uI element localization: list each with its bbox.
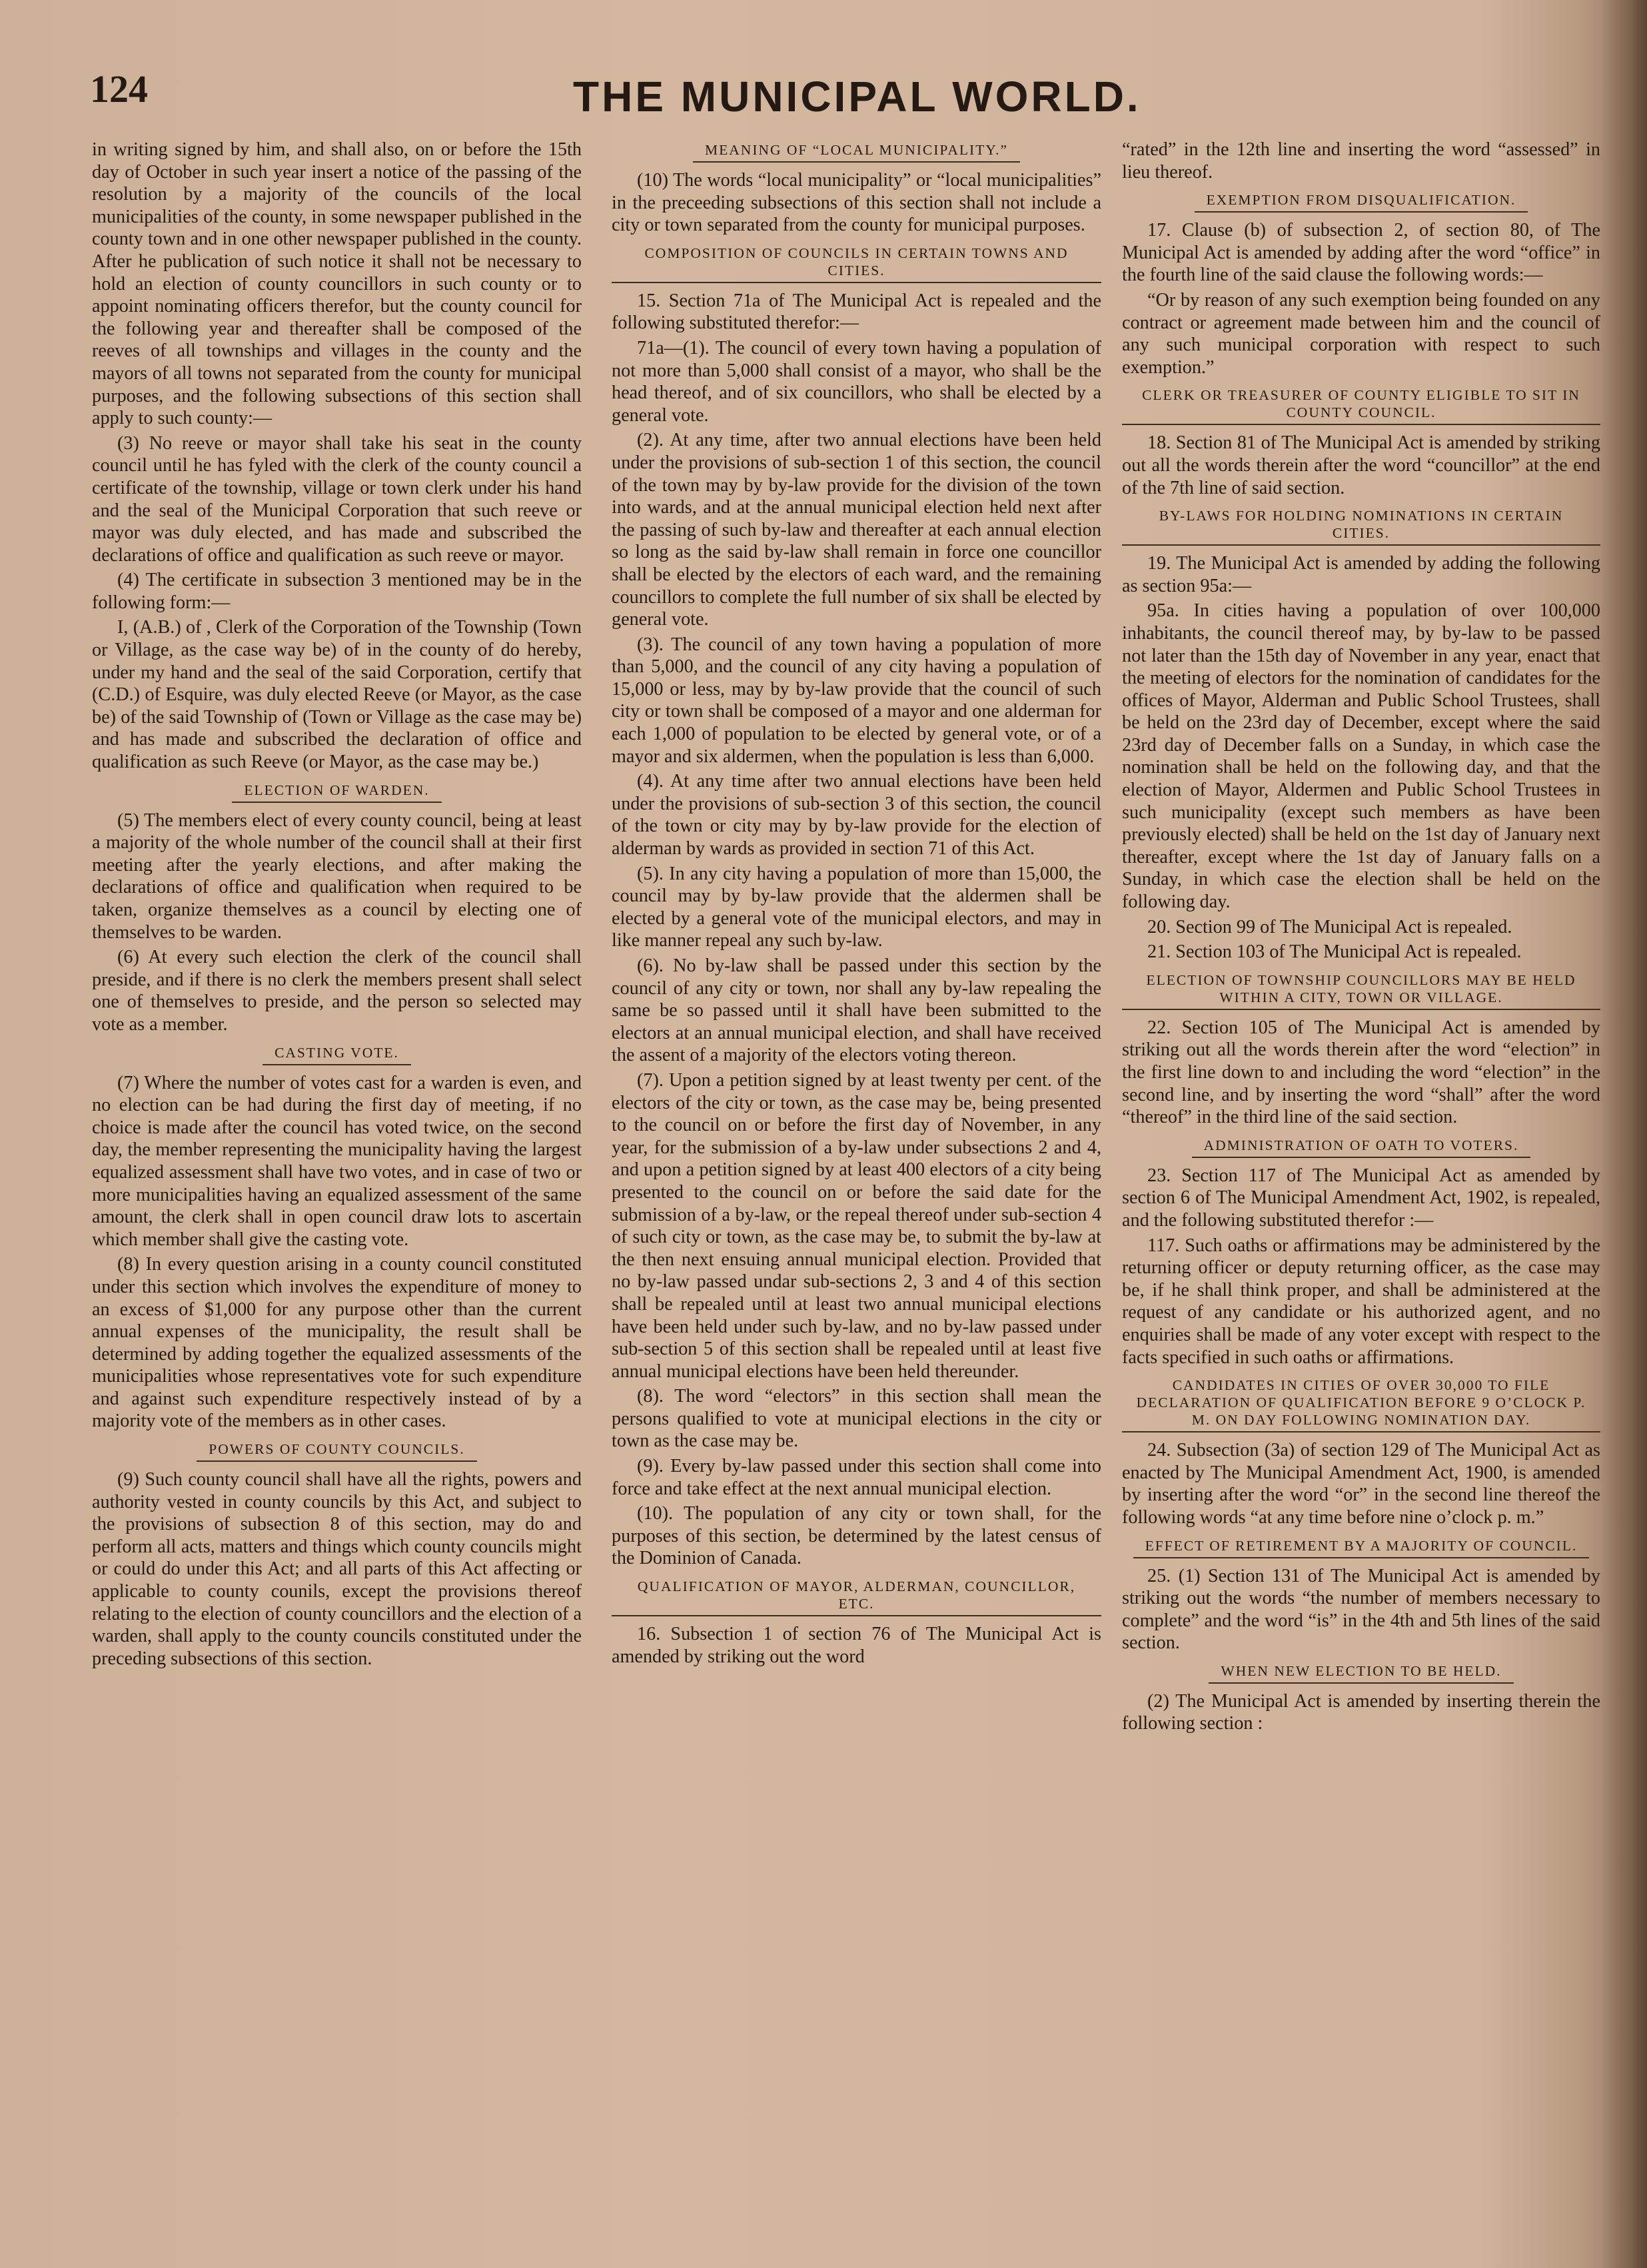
- paragraph-section-23: 23. Section 117 of The Municipal Act as amended by section 6 of The Municipal Amendment Act, 1902, is repealed, and the following substituted therefor :—: [1122, 1165, 1600, 1231]
- paragraph-subsection-10: (10) The words “local municipality” or “local municipalities” in the preceeding subsections of this section shall not include a city or town separated from the county for municipal purposes.: [612, 170, 1101, 236]
- heading-when-new-election: WHEN NEW ELECTION TO BE HELD.: [1122, 1662, 1600, 1684]
- paragraph-section-71a: 71a—(1). The council of every town having a population of not more than 5,000 shall consist of a mayor, who shall be the head thereof, and of six councillors, who shall be elected by a general vote.: [612, 337, 1101, 426]
- column-right: [1122, 139, 1600, 2237]
- heading-powers-of-county-councils: POWERS OF COUNTY COUNCILS.: [92, 1440, 582, 1462]
- paragraph-subsection-3: (3) No reeve or mayor shall take his seat in the county council until he has fyled with the clerk of the county council a certificate of the township, village or town clerk under his hand and the seal of the Municipal Corporation that such reeve or mayor was duly elected, and has made and subscribed the declarations of office and qualification as such reeve or mayor.: [92, 432, 582, 566]
- paragraph-71a-9: (9). Every by-law passed under this section shall come into force and take effect at the next annual municipal election.: [612, 1456, 1101, 1499]
- heading-meaning-local-municipality: MEANING OF “LOCAL MUNICIPALITY.”: [612, 141, 1101, 163]
- paragraph-71a-7: (7). Upon a petition signed by at least twenty per cent. of the electors of the city or town, as the case may be, being presented to the council on or before the first day of November, in any year, for the submission of a by-law under subsections 2 and 4, and upon a petition signed by at least 400 electors of a city being presented to the council on or before the said date for the submission of a by-law, or the repeal thereof under sub-section 4 of such city or town, as the case may be, to submit the by-law at the then next ensuing annual municipal election. Provided that no by-law passed undar sub-sections 2, 3 and 4 of this section shall be repealed until at least two annual municipal elections have been held under such by-law, and no by-law passed under sub-section 5 of this section shall be repealed until at least five annual municipal elections have been held thereunder.: [612, 1069, 1101, 1382]
- column-left: [92, 139, 582, 2237]
- paragraph-71a-5: (5). In any city having a population of more than 15,000, the council may by by-law provide that the aldermen shall be elected by a general vote of the municipal electors, and may in like manner repeal any such by-law.: [612, 863, 1101, 951]
- heading-effect-of-retirement: EFFECT OF RETIREMENT BY A MAJORITY OF COUNCIL.: [1122, 1537, 1600, 1558]
- paragraph-rated-continued: “rated” in the 12th line and inserting the word “assessed” in lieu thereof.: [1122, 139, 1600, 183]
- heading-composition-of-councils: COMPOSITION OF COUNCILS IN CERTAIN TOWNS AND CITIES.: [612, 245, 1101, 283]
- column-middle: [612, 139, 1101, 2237]
- heading-clerk-or-treasurer: CLERK OR TREASURER OF COUNTY ELIGIBLE TO SIT IN COUNTY COUNCIL.: [1122, 386, 1600, 425]
- paragraph-section-21: 21. Section 103 of The Municipal Act is repealed.: [1147, 941, 1522, 963]
- paragraph-section-16: 16. Subsection 1 of section 76 of The Municipal Act is amended by striking out the word: [612, 1624, 1101, 1667]
- paragraph-section-117: 117. Such oaths or affirmations may be administered by the returning officer or deputy returning officer, as the case may be, if he shall think proper, and shall be administered at the request of any candidate or his authorized agent, and no enquiries shall be made of any voter except with respect to the facts specified in such oaths or affirmations.: [1122, 1235, 1600, 1368]
- heading-exemption-from-disqualification: EXEMPTION FROM DISQUALIFICATION.: [1122, 191, 1600, 213]
- paragraph-section-18: 18. Section 81 of The Municipal Act is amended by striking out all the words therein after the word “councillor” at the end of the 7th line of said section.: [1122, 432, 1600, 498]
- paragraph-section-25-2: (2) The Municipal Act is amended by inserting therein the following section :: [1122, 1690, 1600, 1734]
- paragraph-section-22: 22. Section 105 of The Municipal Act is amended by striking out all the words therein after the word “election” in the first line down to and including the word “election” in the second line, and by inserting the word “shall” after the word “thereof” in the third line of the said section.: [1122, 1017, 1600, 1128]
- paragraph-subsection-5: (5) The members elect of every county council, being at least a majority of the whole number of the council shall at their first meeting after the yearly elections, and after making the declarations of office and qualification when required to be taken, organize themselves as a council by electing one of themselves to be warden.: [92, 810, 582, 943]
- paragraph-71a-4: (4). At any time after two annual elections have been held under the provisions of sub-section 3 of this section, the council of the town or city may by by-law provide for the election of alderman by wards as provided in section 71 of this Act.: [612, 771, 1101, 859]
- heading-qualification-of-mayor: QUALIFICATION OF MAYOR, ALDERMAN, COUNCILLOR, ETC.: [612, 1578, 1101, 1616]
- heading-bylaws-nominations: BY-LAWS FOR HOLDING NOMINATIONS IN CERTAIN CITIES.: [1122, 507, 1600, 546]
- paragraph-subsection-8: (8) In every question arising in a county council constituted under this section which involves the expenditure of money to an excess of $1,000 for any purpose other than the current annual expenses of the municipality, the result shall be determined by adding together the equalized assessments of the municipalities whose representatives vote for such expenditure and against such expenditure respectively instead of by a majority vote of the members as in other cases.: [92, 1254, 582, 1432]
- paragraph-section-20: 20. Section 99 of The Municipal Act is repealed.: [1147, 916, 1512, 937]
- paragraph-section-17: 17. Clause (b) of subsection 2, of section 80, of The Municipal Act is amended by adding after the word “office” in the fourth line of the said clause the following words:—: [1122, 220, 1600, 286]
- paragraph-subsection-7: (7) Where the number of votes cast for a warden is even, and no election can be had during the first day of meeting, if no choice is made after the council has voted twice, on the second day, the member representing the municipality having the largest equalized assessment shall have two votes, and in case of two or more municipalities having an equalized assessment of the same amount, the clerk shall in open council draw lots to ascertain which member shall give the casting vote.: [92, 1072, 582, 1250]
- paragraph-section-17-quote: “Or by reason of any such exemption being founded on any contract or agreement made between him and the council of any such municipal corporation with respect to such exemption.”: [1122, 289, 1600, 378]
- paragraph-71a-10: (10). The population of any city or town shall, for the purposes of this section, be determined by the latest census of the Dominion of Canada.: [612, 1503, 1101, 1569]
- heading-casting-vote: CASTING VOTE.: [92, 1044, 582, 1065]
- masthead-title: THE MUNICIPAL WORLD.: [573, 73, 1141, 121]
- paragraph-71a-2: (2). At any time, after two annual elections have been held under the provisions of sub-section 1 of this section, the council of the town may by by-law provide for the division of the town into wards, and at the annual municipal election held next after the passing of such by-law and thereafter at each annual election so long as the said by-law shall remain in force one councillor shall be elected by the electors of each ward, and the remaining councillors to complete the full number of six shall be elected by general vote.: [612, 430, 1101, 630]
- heading-administration-of-oath: ADMINISTRATION OF OATH TO VOTERS.: [1122, 1137, 1600, 1158]
- paragraph-section-24: 24. Subsection (3a) of section 129 of The Municipal Act as enacted by The Municipal Amendment Act, 1900, is amended by inserting after the word “or” in the second line thereof the following words “at any time before nine o’clock p. m.”: [1122, 1440, 1600, 1528]
- paragraph-section-15: 15. Section 71a of The Municipal Act is repealed and the following substituted therefor:—: [612, 290, 1101, 334]
- heading-election-of-township-councillors: ELECTION OF TOWNSHIP COUNCILLORS MAY BE HELD WITHIN A CITY, TOWN OR VILLAGE.: [1122, 971, 1600, 1010]
- paragraph-71a-3: (3). The council of any town having a population of more than 5,000, and the council of any city having a population of 15,000 or less, may by by-law provide that the council of such city or town shall be composed of a mayor and one alderman for each 1,000 of population to be elected by general vote, or of a mayor and six aldermen, when the population is less than 6,000.: [612, 634, 1101, 767]
- paragraph-continued: in writing signed by him, and shall also, on or before the 15th day of October in such year insert a notice of the passing of the resolution by a majority of the councils of the local municipalities of the county, in some newspaper published in the county town and in one other newspaper published in the county. After he publication of such notice it shall not be necessary to hold an election of county councillors in such county or to appoint nominating officers therefor, but the county council for the following year and thereafter shall be composed of the reeves of all townships and villages in the county and the mayors of all towns not separated from the county for municipal purposes, and the following subsections of this section shall apply to such county:—: [92, 139, 582, 429]
- certificate-form: I, (A.B.) of , Clerk of the Corporation of the Township (Town or Village, as the case way be) of in the county of do hereby, under my hand and the seal of the said Corporation, certify that (C.D.) of Esquire, was duly elected Reeve (or Mayor, as the case be) of the said Township of (Town or Village as the case may be) and has made and subscribed the declaration of office and qualification as such Reeve (or Mayor, as the case may be.): [92, 617, 582, 773]
- paragraph-71a-6: (6). No by-law shall be passed under this section by the council of any city or town, nor shall any by-law repealing the same be so passed until it shall have been submitted to the electors at an annual municipal election, and shall have received the assent of a majority of the electors voting thereon.: [612, 955, 1101, 1066]
- paragraph-section-25: 25. (1) Section 131 of The Municipal Act is amended by striking out the words “the number of members necessary to complete” and the word “is” in the 4th and 5th lines of the said section.: [1122, 1565, 1600, 1654]
- paragraph-section-19: 19. The Municipal Act is amended by adding the following as section 95a:—: [1122, 553, 1600, 596]
- page-binding-shadow: [1600, 0, 1647, 2268]
- paragraph-subsection-6: (6) At every such election the clerk of the council shall preside, and if there is no clerk the members present shall select one of themselves to preside, and the person so selected may vote as a member.: [92, 947, 582, 1035]
- heading-candidates-in-cities: CANDIDATES IN CITIES OF OVER 30,000 TO FILE DECLARATION OF QUALIFICATION BEFORE 9 O’CLOCK P. M. ON DAY FOLLOWING NOMINATION DAY.: [1122, 1377, 1600, 1432]
- page-number: 124: [90, 67, 148, 111]
- heading-election-of-warden: ELECTION OF WARDEN.: [92, 782, 582, 803]
- paragraph-section-95a: 95a. In cities having a population of over 100,000 inhabitants, the council thereof may, by by-law to be passed not later than the 15th day of November in any year, enact that the meeting of electors for the nomination of candidates for the offices of Mayor, Alderman and Public School Trustees, shall be held on the 23rd day of December, except where the said 23rd day of December falls on a Sunday, in which case the nomination shall be held on the following day, and that the election of Mayor, Aldermen and Public School Trustees in such municipality (except such members as have been previously elected) shall be held on the 1st day of January next thereafter, except where the 1st day of January falls on a Sunday, in which case the election shall be held on the following day.: [1122, 600, 1600, 913]
- paragraph-71a-8: (8). The word “electors” in this section shall mean the persons qualified to vote at municipal elections in the city or town as the case may be.: [612, 1386, 1101, 1452]
- paragraph-subsection-9: (9) Such county council shall have all the rights, powers and authority vested in county councils by this Act, and subject to the provisions of subsection 8 of this section, may do and perform all acts, matters and things which county councils might or could do under this Act; and all parts of this Act affecting or applicable to county counils, except the provisions thereof relating to the election of county councillors and the election of a warden, shall apply to the county councils constituted under the preceding subsections of this section.: [92, 1469, 582, 1669]
- paragraph-subsection-4: (4) The certificate in subsection 3 mentioned may be in the following form:—: [92, 570, 582, 613]
